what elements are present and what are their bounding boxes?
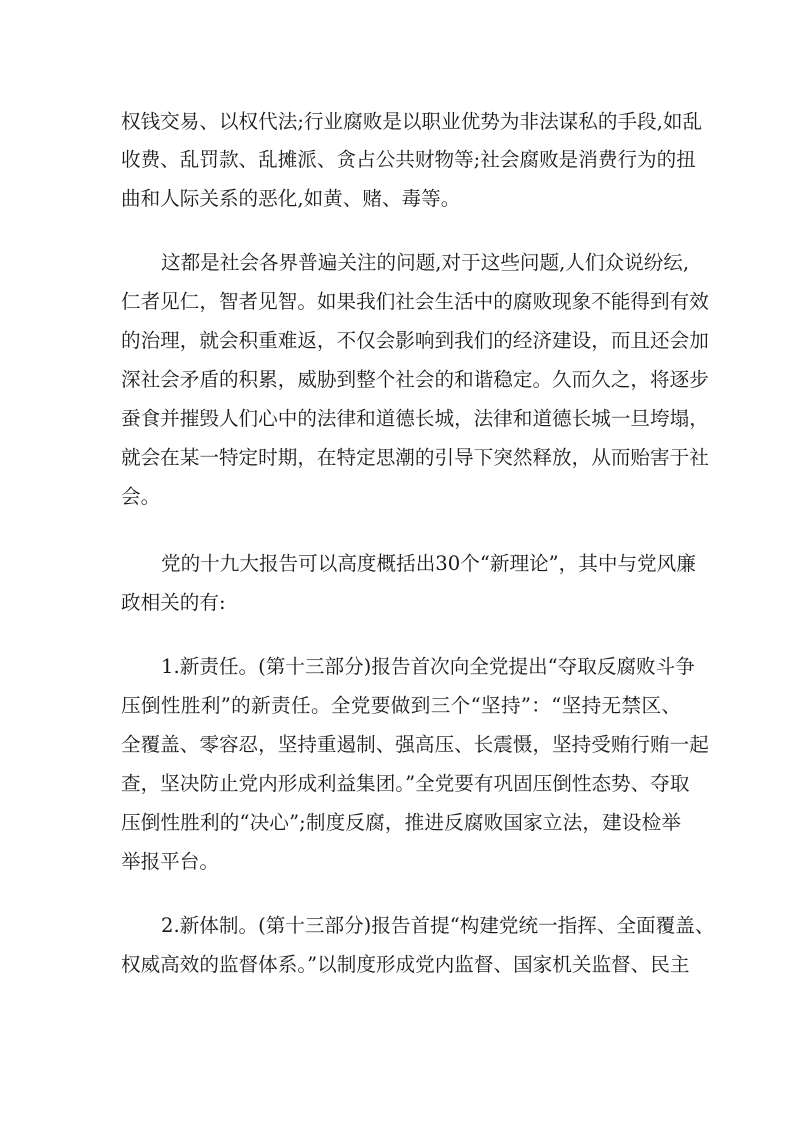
paragraph-3-line-1: 党的十九大报告可以高度概括出30个“新理论”，其中与党风廉 (161, 552, 696, 575)
paragraph-3-line-2: 政相关的有: (121, 591, 226, 614)
paragraph-5-line-1: 2.新体制。(第十三部分)报告首提“构建党统一指挥、全面覆盖、 (161, 914, 715, 937)
paragraph-4-line-5: 压倒性胜利的“决心”;制度反腐，推进反腐败国家立法，建设检举 (121, 811, 681, 834)
paragraph-2-line-5: 蚕食并摧毁人们心中的法律和道德长城，法律和道德长城一旦垮塌， (121, 407, 709, 430)
paragraph-4-line-4: 查，坚决防止党内形成利益集团。”全党要有巩固压倒性态势、夺取 (121, 772, 690, 795)
paragraph-4-line-3: 全覆盖、零容忍，坚持重遏制、强高压、长震慑，坚持受贿行贿一起 (121, 733, 709, 756)
paragraph-4-line-1: 1.新责任。(第十三部分)报告首次向全党提出“夺取反腐败斗争 (161, 655, 695, 678)
paragraph-2-line-6: 就会在某一特定时期，在特定思潮的引导下突然释放，从而贻害于社 (121, 446, 709, 469)
paragraph-2-line-4: 深社会矛盾的积累，威胁到整个社会的和谐稳定。久而久之，将逐步 (121, 368, 709, 391)
paragraph-2-line-1: 这都是社会各界普遍关注的问题,对于这些问题,人们众说纷纭, (161, 251, 690, 274)
paragraph-2-line-3: 的治理，就会积重难返，不仅会影响到我们的经济建设，而且还会加 (121, 329, 709, 352)
paragraph-2-line-2: 仁者见仁，智者见智。如果我们社会生活中的腐败现象不能得到有效 (121, 290, 709, 313)
paragraph-1-line-3: 曲和人际关系的恶化,如黄、赌、毒等。 (121, 187, 461, 210)
paragraph-5-line-2: 权威高效的监督体系。”以制度形成党内监督、国家机关监督、民主 (121, 953, 690, 976)
paragraph-4-line-2: 压倒性胜利”的新责任。全党要做到三个“坚持”：“坚持无禁区、 (121, 694, 681, 717)
paragraph-4-line-6: 举报平台。 (121, 850, 219, 873)
paragraph-1-line-2: 收费、乱罚款、乱摊派、贪占公共财物等;社会腐败是消费行为的扭 (121, 148, 696, 171)
paragraph-1-line-1: 权钱交易、以权代法;行业腐败是以职业优势为非法谋私的手段,如乱 (121, 110, 703, 133)
paragraph-2-line-7: 会。 (121, 485, 161, 508)
